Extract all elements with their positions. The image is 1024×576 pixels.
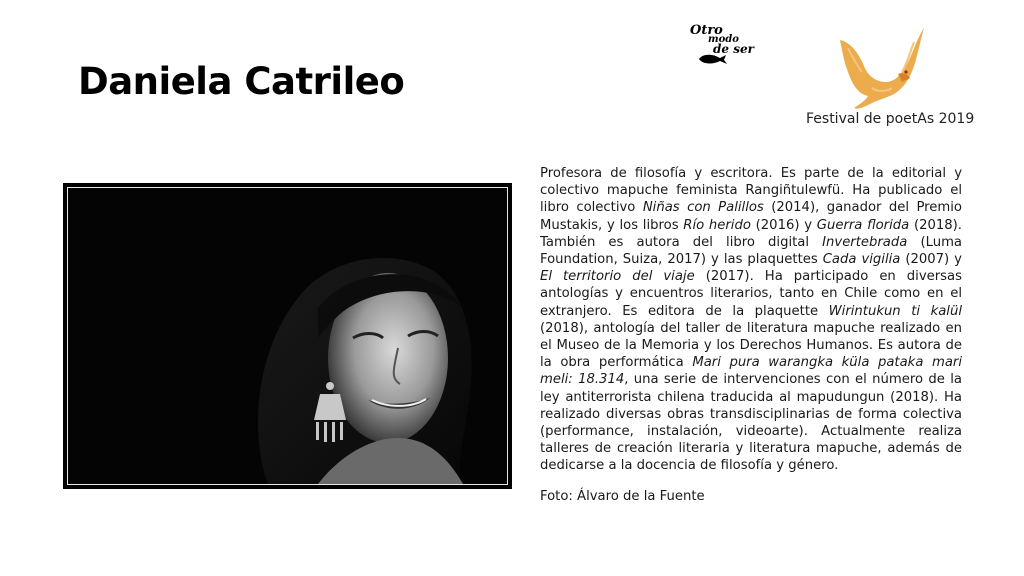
festival-label: Festival de poetAs 2019 xyxy=(806,111,975,127)
portrait-photo xyxy=(67,187,508,485)
bio-text: (2018). También es autora del libro digital xyxy=(540,217,962,250)
photo-credit: Foto: Álvaro de la Fuente xyxy=(540,489,705,504)
bio-text: , una serie de intervenciones con el número de la ley antiterrorista chilena traducida al mapudungun (2018). Ha realizado diversas obras transdisciplinarias de forma colectiva (performance, instalación, videoarte). Actualmente realiza talleres de creación literaria y literatura mapuche, además de dedicarse a la docencia de filosofía y género. xyxy=(540,372,962,474)
whale-icon xyxy=(698,52,728,66)
bio-text: (2016) y xyxy=(750,217,817,233)
page-title: Daniela Catrileo xyxy=(78,60,405,103)
bio-text: (Luma Foundation, Suiza, 2017) y las plaquettes xyxy=(540,234,962,268)
publisher-logo-line3: de ser xyxy=(713,42,754,56)
bio-title: Wirintukun ti kalül xyxy=(828,303,962,319)
publisher-logo xyxy=(688,23,754,68)
bio-text: (2017). Ha participado en diversas antologías y encuentros literarios, tanto en Chile como en el extranjero. Es editora de la plaquette xyxy=(540,269,962,319)
bio-text: (2007) y xyxy=(900,252,962,268)
bio-title: Guerra florida xyxy=(816,217,910,233)
bio-title: Río herido xyxy=(683,217,751,233)
bio-title: Invertebrada xyxy=(822,234,908,250)
bio-text: (2018), antología del taller de literatura mapuche realizado en el Museo de la Memoria y los Derechos Humanos. Es autora de la obra performática xyxy=(540,320,962,371)
bio-text: Profesora de filosofía y escritora. Es parte de la editorial y colectivo mapuche feminista Rangiñtulewfü. Ha publicado el libro colectivo xyxy=(540,166,962,216)
bio-title: Cada vigilia xyxy=(822,252,901,268)
bio-paragraph xyxy=(540,165,962,475)
publisher-logo-line1: Otro xyxy=(690,23,723,38)
portrait-photo-frame xyxy=(63,183,512,489)
bio-title: Niñas con Palillos xyxy=(642,200,764,216)
publisher-logo-line2: modo xyxy=(708,34,739,45)
bio-title: Mari pura warangka küla pataka mari meli: 18.314 xyxy=(540,355,962,388)
bird-icon xyxy=(828,22,938,112)
bio-title: El territorio del viaje xyxy=(540,269,695,285)
bio-text: (2014), ganador del Premio Mustakis, y los libros xyxy=(540,200,962,233)
